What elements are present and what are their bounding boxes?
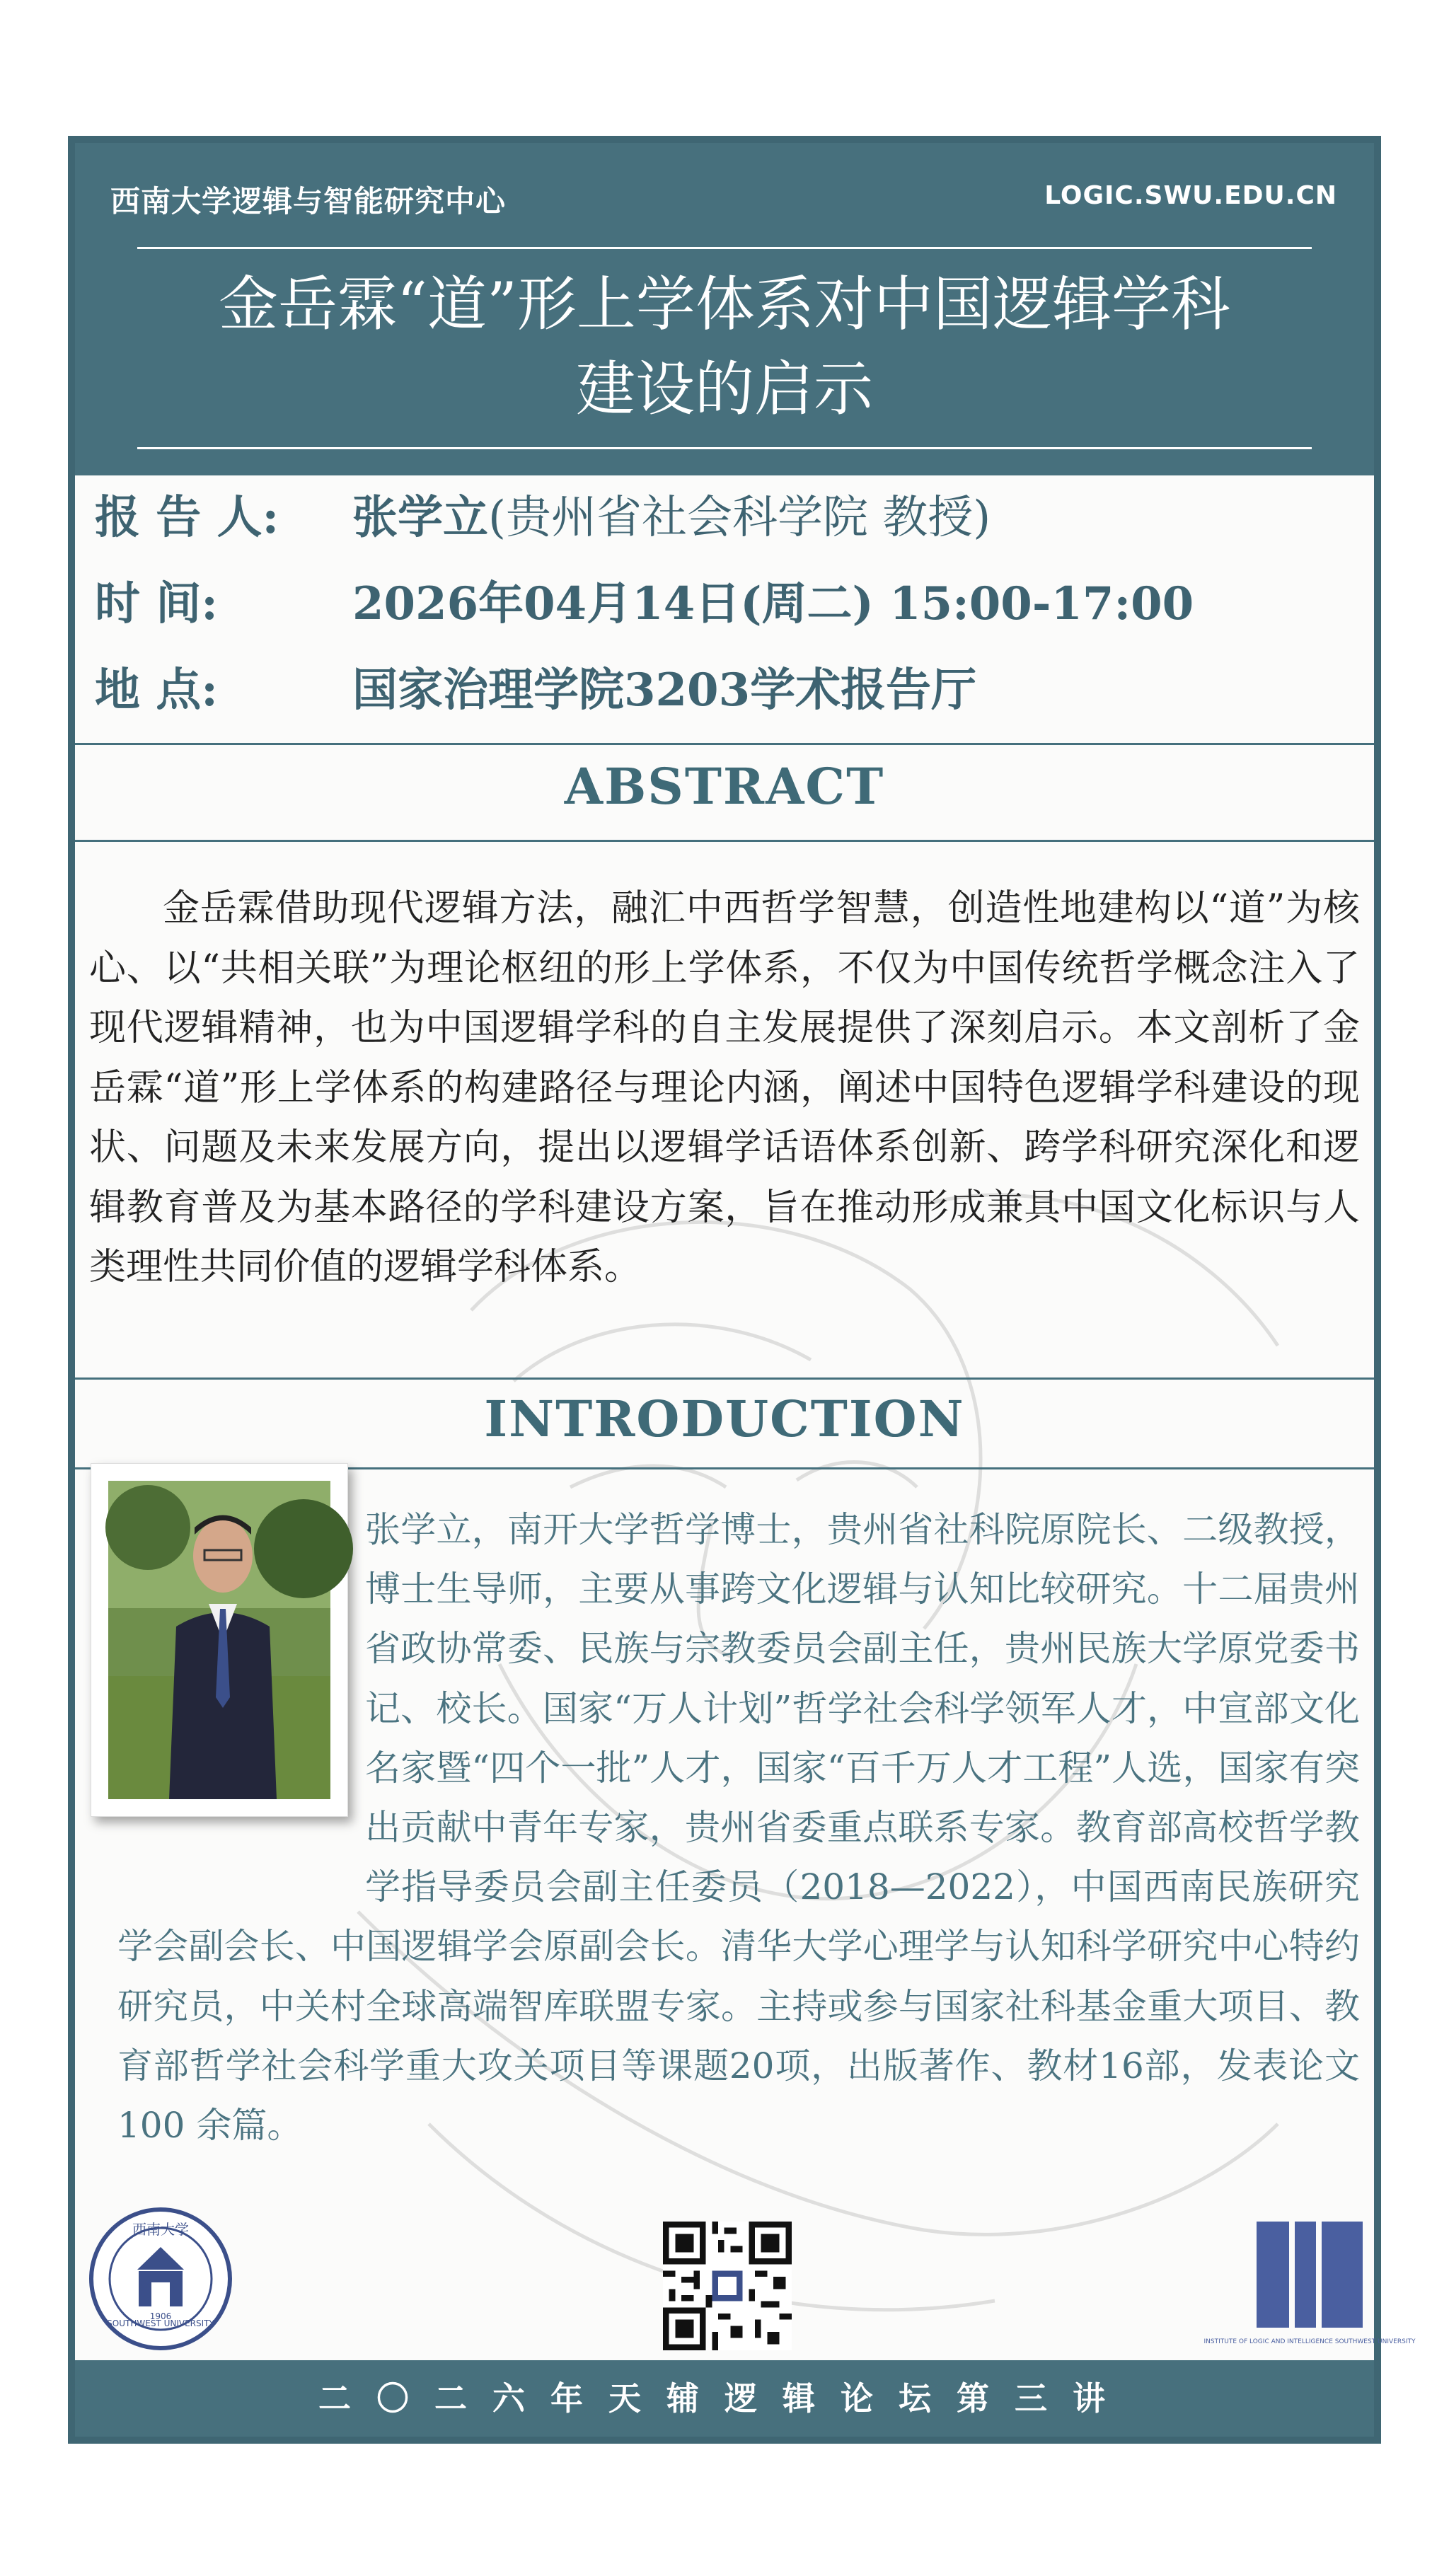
seal-chinese-text: 西南大学 — [132, 2221, 189, 2238]
divider-intro-top — [75, 1377, 1374, 1380]
website-url[interactable]: LOGIC.SWU.EDU.CN — [1044, 181, 1337, 210]
divider-abstract-top — [75, 743, 1374, 745]
time-row — [95, 576, 1354, 633]
talk-title-line2: 建设的启示 — [575, 354, 873, 424]
institute-caption: INSTITUTE OF LOGIC AND INTELLIGENCE SOUTHWEST UNIVERSITY — [1203, 2338, 1416, 2345]
qr-code[interactable] — [663, 2222, 792, 2350]
institute-logo — [1203, 2222, 1416, 2359]
speaker-name: 张学立 — [352, 491, 488, 544]
speaker-row — [95, 490, 1354, 546]
footer-banner: 二〇二六年天辅逻辑论坛第三讲 — [75, 2360, 1374, 2437]
poster — [68, 136, 1416, 2444]
poster-header — [75, 143, 1374, 475]
talk-title — [117, 262, 1332, 432]
header-divider-bottom — [137, 447, 1312, 449]
abstract-heading: ABSTRACT — [564, 757, 885, 816]
introduction-text-block — [117, 1500, 1360, 2155]
time-label: 时 间: — [95, 577, 218, 630]
place-value: 国家治理学院3203学术报告厅 — [352, 664, 977, 717]
university-seal-logo — [88, 2206, 233, 2352]
speaker-label: 报 告 人: — [95, 491, 279, 544]
talk-title-line1: 金岳霖“道”形上学体系对中国逻辑学科 — [219, 270, 1230, 339]
seal-year-text: 1906 — [149, 2311, 172, 2321]
photo-spacer — [117, 1500, 365, 1866]
divider-abstract-bottom — [75, 840, 1374, 842]
header-divider-top — [137, 247, 1312, 249]
seal-english-text: SOUTHWEST UNIVERSITY — [107, 2318, 214, 2328]
introduction-heading: INTRODUCTION — [484, 1390, 965, 1448]
place-row — [95, 662, 1354, 719]
place-label: 地 点: — [95, 664, 218, 717]
introduction-text: 张学立，南开大学哲学博士，贵州省社科院原院长、二级教授，博士生导师，主要从事跨文化逻辑与认知比较研究。十二届贵州省政协常委、民族与宗教委员会副主任，贵州民族大学原党委书记、校长。国家“万人计划”哲学社会科学领军人才，中宣部文化名家暨“四个一批”人才，国家“百千万人才工程”人选，国家有突出贡献中青年专家，贵州省委重点联系专家。教育部高校哲学教学指导委员会副主任委员（2018—2022），中国西南民族研究学会副会长、中国逻辑学会原副会长。清华大学心理学与认知科学研究中心特约研究员，中关村全球高端智库联盟专家。主持或参与国家社科基金重大项目、教育部哲学社会科学重大攻关项目等课题20项，出版著作、教材16部，发表论文100 余篇。 — [117, 1509, 1360, 2147]
time-value: 2026年04月14日(周二) 15:00-17:00 — [352, 577, 1194, 630]
speaker-affiliation: (贵州省社会科学院 教授) — [488, 492, 991, 544]
abstract-text: 金岳霖借助现代逻辑方法，融汇中西哲学智慧，创造性地建构以“道”为核心、以“共相关联”为理论枢纽的形上学体系，不仅为中国传统哲学概念注入了现代逻辑精神，也为中国逻辑学科的自主发展提供了深刻启示。本文剖析了金岳霖“道”形上学体系的构建路径与理论内涵，阐述中国特色逻辑学科建设的现状、问题及未来发展方向，提出以逻辑学话语体系创新、跨学科研究深化和逻辑教育普及为基本路径的学科建设方案，旨在推动形成兼具中国文化标识与人类理性共同价值的逻辑学科体系。 — [89, 887, 1360, 1288]
org-name: 西南大学逻辑与智能研究中心 — [110, 184, 507, 219]
